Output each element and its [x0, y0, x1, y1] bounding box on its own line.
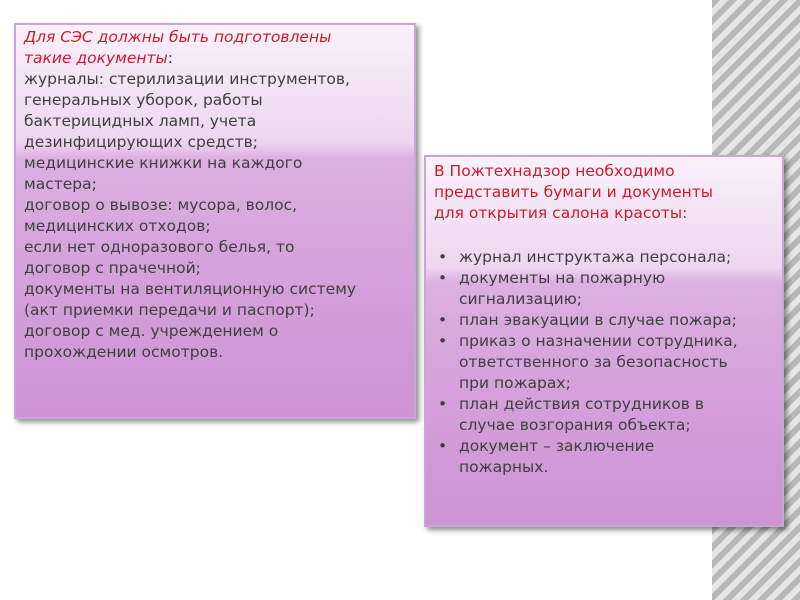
list-item: • план эвакуации в случае пожара;	[438, 311, 737, 329]
list-item: • приказ о назначении сотрудника, ответственного за безопасность при пожарах;	[438, 332, 738, 392]
ses-text-line: если нет одноразового белья, то	[24, 238, 295, 256]
fire-heading-line: представить бумаги и документы	[434, 183, 714, 201]
bullet-icon: •	[438, 248, 448, 266]
ses-text-line: медицинских отходов;	[24, 217, 211, 235]
bullet-icon: •	[438, 311, 448, 329]
list-item: • журнал инструктажа персонала;	[438, 248, 732, 266]
ses-documents-box	[14, 23, 416, 419]
list-item: • план действия сотрудников в случае возгорания объекта;	[438, 395, 704, 434]
ses-text-line: генеральных уборок, работы	[24, 91, 263, 109]
fire-inspection-box	[424, 155, 784, 527]
ses-text-line: документы на вентиляционную систему	[24, 280, 357, 298]
ses-heading-line: Для СЭС должны быть подготовлены	[24, 28, 332, 46]
ses-text-line: прохождении осмотров.	[24, 343, 224, 361]
spacer	[434, 224, 774, 247]
fire-documents-list	[434, 247, 774, 478]
list-item: • документ – заключение пожарных.	[438, 437, 655, 476]
ses-heading-line: такие документы:	[24, 49, 174, 67]
bullet-icon: •	[438, 332, 448, 350]
bullet-icon: •	[438, 437, 448, 455]
ses-text-line: бактерицидных ламп, учета	[24, 112, 257, 130]
fire-heading-line: В Пожтехнадзор необходимо	[434, 162, 675, 180]
list-item: • документы на пожарную сигнализацию;	[438, 269, 666, 308]
bullet-icon: •	[438, 269, 448, 287]
ses-text-line: договор о вывозе: мусора, волос,	[24, 196, 298, 214]
ses-text-line: дезинфицирующих средств;	[24, 133, 259, 151]
ses-text-line: (акт приемки передачи и паспорт);	[24, 301, 315, 319]
ses-text-line: мастера;	[24, 175, 97, 193]
ses-text-line: медицинские книжки на каждого	[24, 154, 303, 172]
fire-heading-line: для открытия салона красоты:	[434, 204, 688, 222]
ses-text-line: договор с прачечной;	[24, 259, 201, 277]
ses-text-line: договор с мед. учреждением о	[24, 322, 279, 340]
bullet-icon: •	[438, 395, 448, 413]
ses-text-line: журналы: стерилизации инструментов,	[24, 70, 350, 88]
